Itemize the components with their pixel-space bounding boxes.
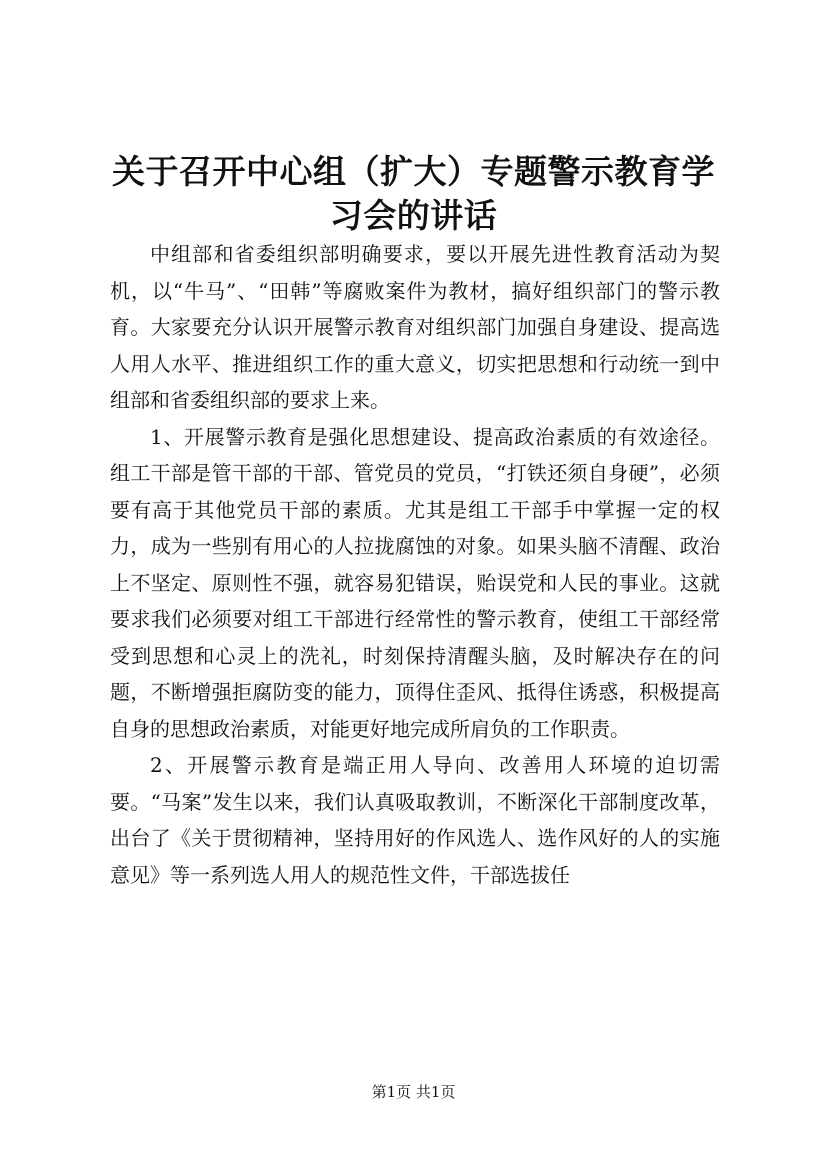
document-title: 关于召开中心组（扩大）专题警示教育学习会的讲话 xyxy=(112,152,715,235)
paragraph-intro: 中组部和省委组织部明确要求，要以开展先进性教育活动为契机，以“牛马”、“田韩”等腐败案件为教材，搞好组织部门的警示教育。大家要充分认识开展警示教育对组织部门加强自身建设、提高选人用人水平、推进组织工作的重大意义，切实把思想和行动统一到中组部和省委组织部的要求上来。 xyxy=(110,242,720,412)
page-footer: 第1页 共1页 xyxy=(371,1083,456,1101)
paragraph-point-2: 2、开展警示教育是端正用人导向、改善用人环境的迫切需要。“马案”发生以来，我们认真吸取教训，不断深化干部制度改革，出台了《关于贯彻精神，坚持用好的作风选人、选作风好的人的实施意见》等一系列选人用人的规范性文件，干部选拔任 xyxy=(110,753,720,887)
paragraph-point-1: 1、开展警示教育是强化思想建设、提高政治素质的有效途径。组工干部是管干部的干部、管党员的党员，“打铁还须自身硬”，必须要有高于其他党员干部的素质。尤其是组工干部手中掌握一定的权力，成为一些别有用心的人拉拢腐蚀的对象。如果头脑不清醒、政治上不坚定、原则性不强，就容易犯错误，贻误党和人民的事业。这就要求我们必须要对组工干部进行经常性的警示教育，使组工干部经常受到思想和心灵上的洗礼，时刻保持清醒头脑，及时解决存在的问题，不断增强拒腐防变的能力，顶得住歪风、抵得住诱惑，积极提高自身的思想政治素质，对能更好地完成所肩负的工作职责。 xyxy=(110,424,720,741)
document-body xyxy=(110,236,720,893)
